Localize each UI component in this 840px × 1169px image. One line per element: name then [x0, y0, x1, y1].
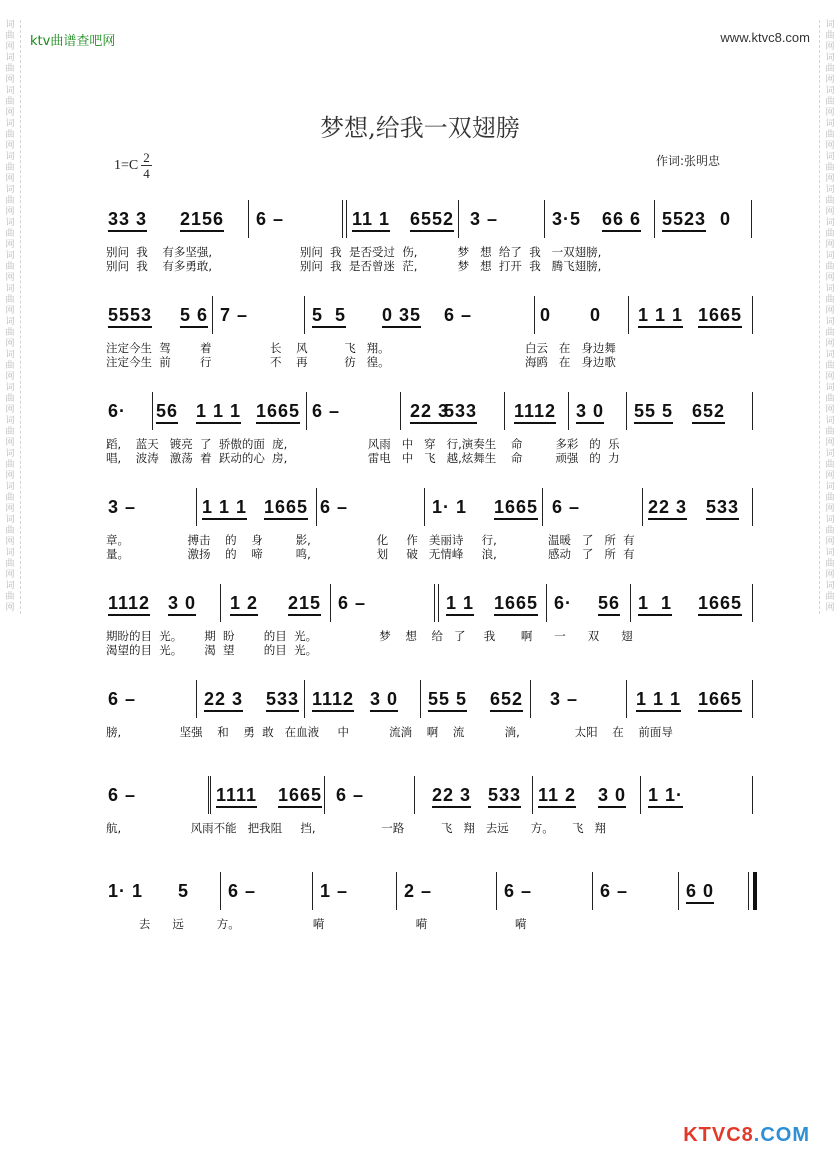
watermark-char: 网: [825, 75, 835, 85]
notation-line: [106, 684, 754, 712]
barline: [248, 200, 249, 238]
watermark-char: 曲: [5, 394, 15, 404]
note-group: 56: [156, 400, 178, 424]
watermark-char: 词: [825, 20, 835, 30]
watermark-char: 词: [825, 515, 835, 525]
score-system: [106, 204, 754, 274]
note-group: 1665: [698, 688, 742, 712]
barline: [751, 200, 752, 238]
note-group: 0: [590, 305, 602, 325]
score-system: [106, 588, 754, 658]
barline: [420, 680, 421, 718]
note-group: 1112: [514, 400, 556, 424]
watermark-char: 网: [5, 240, 15, 250]
watermark-char: 网: [5, 372, 15, 382]
watermark-char: 网: [5, 207, 15, 217]
watermark-char: 网: [5, 108, 15, 118]
barline: [324, 776, 325, 814]
lyric-line-1: 膀, 坚强 和 勇 敢 在血液 中 流淌 啊 流 淌, 太阳 在 前面导: [106, 725, 673, 739]
time-numerator: 2: [143, 150, 150, 165]
watermark-char: 词: [5, 86, 15, 96]
watermark-char: 词: [5, 119, 15, 129]
watermark-char: 网: [825, 339, 835, 349]
note-group: 7 –: [220, 305, 249, 325]
watermark-char: 词: [5, 482, 15, 492]
watermark-char: 曲: [5, 526, 15, 536]
barline: [304, 680, 305, 718]
watermark-char: 曲: [5, 97, 15, 107]
lyric-line-1: 去 远 方。 嗬 嗬 嗬: [106, 917, 527, 931]
watermark-char: 词: [5, 515, 15, 525]
barline: [346, 200, 347, 238]
lyric-line-2: 注定今生 前 行 不 再 彷 徨。 海鸥 在 身边歌: [106, 355, 616, 369]
watermark-char: 词: [5, 350, 15, 360]
note-group: 3 0: [370, 688, 398, 712]
note-group: 1 1 1: [196, 400, 241, 424]
key-label: 1=C: [114, 157, 139, 173]
watermark-char: 网: [5, 42, 15, 52]
note-group: 1 2: [230, 592, 258, 616]
watermark-char: 曲: [5, 427, 15, 437]
note-group: 1 1 1: [202, 496, 247, 520]
barline: [400, 392, 401, 430]
watermark-char: 曲: [825, 526, 835, 536]
watermark-char: 词: [825, 53, 835, 63]
barline: [628, 296, 629, 334]
note-group: 11 1: [352, 208, 390, 232]
barline: [752, 584, 753, 622]
score-system: [106, 684, 754, 754]
barline: [330, 584, 331, 622]
watermark-char: 曲: [5, 31, 15, 41]
note-group: 5 6: [180, 304, 208, 328]
watermark-char: 曲: [825, 229, 835, 239]
watermark-char: 网: [5, 174, 15, 184]
note-group: 6 –: [320, 497, 349, 517]
watermark-char: 网: [825, 240, 835, 250]
watermark-char: 曲: [825, 196, 835, 206]
watermark-char: 词: [825, 284, 835, 294]
lyric-line-2: 别问 我 有多勇敢, 别问 我 是否曾迷 茫, 梦 想 打开 我 腾飞翅膀,: [106, 259, 602, 273]
watermark-char: 词: [5, 218, 15, 228]
watermark-char: 词: [5, 383, 15, 393]
barline: [438, 584, 439, 622]
barline: [748, 872, 749, 910]
barline: [212, 296, 213, 334]
watermark-char: 曲: [5, 460, 15, 470]
watermark-char: 曲: [5, 262, 15, 272]
watermark-char: 网: [825, 306, 835, 316]
barline: [530, 680, 531, 718]
watermark-char: 曲: [5, 196, 15, 206]
note-group: 1665: [698, 592, 742, 616]
barline: [546, 584, 547, 622]
watermark-char: 曲: [825, 31, 835, 41]
score-system: [106, 396, 754, 466]
watermark-char: 网: [5, 471, 15, 481]
note-group: 1 1 1: [636, 688, 681, 712]
watermark-char: 词: [825, 119, 835, 129]
lyric-line-1: 期盼的目 光。 期 盼 的目 光。 梦 想 给 了 我 啊 一 双 翅: [106, 629, 633, 643]
note-group: 1 1·: [648, 784, 683, 808]
watermark-char: 词: [825, 218, 835, 228]
note-group: 215: [288, 592, 321, 616]
barline: [532, 776, 533, 814]
watermark-char: 网: [5, 603, 15, 613]
watermark-char: 词: [825, 350, 835, 360]
note-group: 533: [266, 688, 299, 712]
watermark-char: 曲: [825, 64, 835, 74]
notation-line: [106, 780, 754, 808]
watermark-char: 曲: [5, 64, 15, 74]
watermark-char: 词: [5, 20, 15, 30]
barline: [626, 680, 627, 718]
watermark-char: 网: [825, 207, 835, 217]
watermark-char: 曲: [825, 559, 835, 569]
watermark-char: 词: [5, 185, 15, 195]
watermark-char: 曲: [825, 592, 835, 602]
note-group: 3 0: [168, 592, 196, 616]
notation-line: [106, 492, 754, 520]
note-group: 5553: [108, 304, 152, 328]
note-group: 6·: [554, 593, 573, 613]
logo-part-ktv: KTV: [683, 1124, 727, 1146]
barline: [752, 488, 753, 526]
barline: [414, 776, 415, 814]
watermark-char: 词: [5, 152, 15, 162]
note-group: 33 3: [108, 208, 147, 232]
watermark-char: 网: [825, 141, 835, 151]
watermark-char: 词: [825, 416, 835, 426]
watermark-char: 词: [5, 251, 15, 261]
barline: [630, 584, 631, 622]
note-group: 652: [692, 400, 725, 424]
note-group: 0 35: [382, 304, 421, 328]
note-group: 6·: [108, 401, 127, 421]
note-group: 11 2: [538, 784, 576, 808]
watermark-char: 曲: [5, 295, 15, 305]
watermark-char: 网: [5, 537, 15, 547]
note-group: 0: [720, 209, 732, 229]
watermark-char: 词: [825, 449, 835, 459]
note-group: 652: [490, 688, 523, 712]
barline: [626, 392, 627, 430]
note-group: 22 3: [648, 496, 687, 520]
watermark-char: 网: [5, 504, 15, 514]
watermark-char: 曲: [825, 493, 835, 503]
note-group: 1112: [312, 688, 354, 712]
note-group: 6 –: [228, 881, 257, 901]
barline: [316, 488, 317, 526]
note-group: 55 5: [428, 688, 467, 712]
watermark-char: 网: [5, 273, 15, 283]
note-group: 1 1: [446, 592, 474, 616]
note-group: 1· 1: [432, 497, 468, 517]
watermark-char: 曲: [825, 163, 835, 173]
note-group: 533: [488, 784, 521, 808]
barline: [210, 776, 211, 814]
note-group: 55 5: [634, 400, 673, 424]
watermark-char: 曲: [825, 460, 835, 470]
note-group: 1665: [278, 784, 322, 808]
watermark-char: 词: [825, 383, 835, 393]
site-url-link[interactable]: www.ktvc8.com: [720, 30, 810, 45]
watermark-char: 词: [825, 86, 835, 96]
note-group: 1665: [264, 496, 308, 520]
watermark-char: 网: [5, 339, 15, 349]
barline: [752, 392, 753, 430]
watermark-char: 网: [825, 504, 835, 514]
watermark-char: 网: [5, 438, 15, 448]
time-denominator: 4: [143, 166, 150, 181]
note-group: 1111: [216, 784, 257, 808]
logo-part-com: .COM: [753, 1124, 810, 1146]
song-title: 梦想,给我一双翅膀: [320, 114, 520, 142]
watermark-char: 网: [825, 603, 835, 613]
note-group: 22 3: [432, 784, 471, 808]
barline: [196, 680, 197, 718]
barline: [458, 200, 459, 238]
score-system: [106, 780, 754, 850]
watermark-char: 网: [825, 471, 835, 481]
watermark-char: 曲: [5, 559, 15, 569]
note-group: 6 –: [552, 497, 581, 517]
note-group: 6 –: [600, 881, 629, 901]
note-group: 5523: [662, 208, 706, 232]
watermark-char: 网: [825, 438, 835, 448]
note-group: 3 0: [598, 784, 626, 808]
note-group: 3·5: [552, 209, 582, 229]
watermark-char: 网: [825, 273, 835, 283]
note-group: 1665: [256, 400, 300, 424]
barline: [196, 488, 197, 526]
key-signature: [114, 150, 152, 181]
watermark-char: 词: [825, 581, 835, 591]
lyric-line-2: 量。 激扬 的 啼 鸣, 划 破 无情峰 浪, 感动 了 所 有: [106, 547, 635, 561]
watermark-char: 曲: [5, 163, 15, 173]
note-group: 1112: [108, 592, 150, 616]
barline: [304, 296, 305, 334]
note-group: 1 1: [638, 592, 672, 616]
watermark-char: 曲: [825, 427, 835, 437]
score-system: [106, 492, 754, 562]
barline: [640, 776, 641, 814]
time-signature: [141, 150, 152, 181]
watermark-char: 网: [825, 174, 835, 184]
barline: [342, 200, 343, 238]
barline: [542, 488, 543, 526]
logo-part-c8: C8: [726, 1124, 754, 1146]
watermark-char: 网: [5, 306, 15, 316]
watermark-char: 曲: [825, 328, 835, 338]
barline: [592, 872, 593, 910]
lyric-line-1: 别问 我 有多坚强, 别问 我 是否受过 伤, 梦 想 给了 我 一双翅膀,: [106, 245, 602, 259]
note-group: 22 3: [410, 400, 449, 424]
watermark-char: 词: [5, 449, 15, 459]
watermark-char: 词: [825, 548, 835, 558]
watermark-char: 网: [5, 75, 15, 85]
barline: [568, 392, 569, 430]
score-system: [106, 300, 754, 370]
note-group: 3 0: [576, 400, 604, 424]
watermark-char: 曲: [5, 229, 15, 239]
barline: [752, 296, 753, 334]
barline: [220, 872, 221, 910]
note-group: 5: [178, 881, 190, 901]
watermark-char: 词: [825, 317, 835, 327]
barline: [504, 392, 505, 430]
note-group: 22 3: [204, 688, 243, 712]
note-group: 3 –: [470, 209, 499, 229]
watermark-char: 网: [825, 570, 835, 580]
note-group: 6 –: [504, 881, 533, 901]
watermark-char: 词: [825, 185, 835, 195]
watermark-char: 网: [825, 42, 835, 52]
watermark-char: 网: [825, 108, 835, 118]
barline: [312, 872, 313, 910]
note-group: 1665: [698, 304, 742, 328]
lyric-line-2: 唱, 波涛 激荡 着 跃动的心 房, 雷电 中 飞 越,炫舞生 命 顽强 的 力: [106, 451, 620, 465]
note-group: 6 –: [256, 209, 285, 229]
note-group: 66 6: [602, 208, 641, 232]
note-group: 6 –: [108, 785, 137, 805]
note-group: 3 –: [550, 689, 579, 709]
watermark-char: 曲: [5, 328, 15, 338]
watermark-char: 曲: [825, 262, 835, 272]
watermark-char: 曲: [5, 493, 15, 503]
watermark-char: 词: [825, 482, 835, 492]
barline: [152, 392, 153, 430]
barline: [642, 488, 643, 526]
barline: [208, 776, 209, 814]
site-name-link[interactable]: ktv曲谱查吧网: [30, 34, 116, 49]
note-group: 6 –: [338, 593, 367, 613]
notation-line: [106, 588, 754, 616]
ktvc8-logo: [683, 1124, 810, 1147]
barline: [752, 776, 753, 814]
note-group: 0: [540, 305, 552, 325]
notation-line: [106, 204, 754, 232]
watermark-char: 曲: [825, 361, 835, 371]
note-group: 5 5: [312, 304, 346, 328]
watermark-char: 网: [5, 141, 15, 151]
watermark-char: 曲: [5, 130, 15, 140]
watermark-char: 词: [825, 152, 835, 162]
notation-line: [106, 300, 754, 328]
note-group: 6 –: [444, 305, 473, 325]
watermark-char: 网: [825, 405, 835, 415]
watermark-char: 曲: [825, 394, 835, 404]
lyric-line-1: 注定今生 驾 着 长 风 飞 翔。 白云 在 身边舞: [106, 341, 616, 355]
notation-line: [106, 396, 754, 424]
note-group: 6552: [410, 208, 454, 232]
note-group: 6 –: [108, 689, 137, 709]
lyricist-credit: 作词:张明忠: [656, 154, 721, 168]
barline: [434, 584, 435, 622]
watermark-char: 曲: [825, 295, 835, 305]
barline: [306, 392, 307, 430]
lyric-line-2: 渴望的目 光。 渴 望 的目 光。: [106, 643, 318, 657]
barline: [424, 488, 425, 526]
watermark-char: 曲: [825, 97, 835, 107]
note-group: 6 –: [336, 785, 365, 805]
lyric-line-1: 章。 搏击 的 身 影, 化 作 美丽诗 行, 温暖 了 所 有: [106, 533, 635, 547]
note-group: 533: [444, 400, 477, 424]
barline: [496, 872, 497, 910]
barline: [220, 584, 221, 622]
watermark-char: 曲: [825, 130, 835, 140]
note-group: 2 –: [404, 881, 433, 901]
note-group: 6 0: [686, 880, 714, 904]
note-group: 56: [598, 592, 620, 616]
score-system: [106, 876, 754, 946]
barline: [678, 872, 679, 910]
watermark-char: 词: [825, 251, 835, 261]
note-group: 1665: [494, 496, 538, 520]
note-group: 1· 1: [108, 881, 144, 901]
watermark-char: 曲: [5, 361, 15, 371]
note-group: 3 –: [108, 497, 137, 517]
note-group: 1665: [494, 592, 538, 616]
barline: [544, 200, 545, 238]
note-group: 6 –: [312, 401, 341, 421]
barline: [396, 872, 397, 910]
watermark-char: 词: [5, 548, 15, 558]
lyric-line-1: 航, 风雨不能 把我阻 挡, 一路 飞 翔 去远 方。 飞 翔: [106, 821, 606, 835]
watermark-char: 词: [5, 317, 15, 327]
watermark-char: 词: [5, 581, 15, 591]
watermark-char: 词: [5, 53, 15, 63]
watermark-char: 网: [5, 570, 15, 580]
barline: [752, 680, 753, 718]
lyric-line-1: 蹈, 蓝天 镀亮 了 骄傲的面 庞, 风雨 中 穿 行,演奏生 命 多彩 的 乐: [106, 437, 620, 451]
watermark-char: 词: [5, 416, 15, 426]
watermark-char: 曲: [5, 592, 15, 602]
notation-line: [106, 876, 754, 904]
watermark-char: 网: [825, 372, 835, 382]
note-group: 2156: [180, 208, 224, 232]
note-group: 1 –: [320, 881, 349, 901]
note-group: 533: [706, 496, 739, 520]
watermark-char: 网: [825, 537, 835, 547]
barline: [534, 296, 535, 334]
watermark-char: 词: [5, 284, 15, 294]
note-group: 1 1 1: [638, 304, 683, 328]
barline: [654, 200, 655, 238]
watermark-char: 网: [5, 405, 15, 415]
